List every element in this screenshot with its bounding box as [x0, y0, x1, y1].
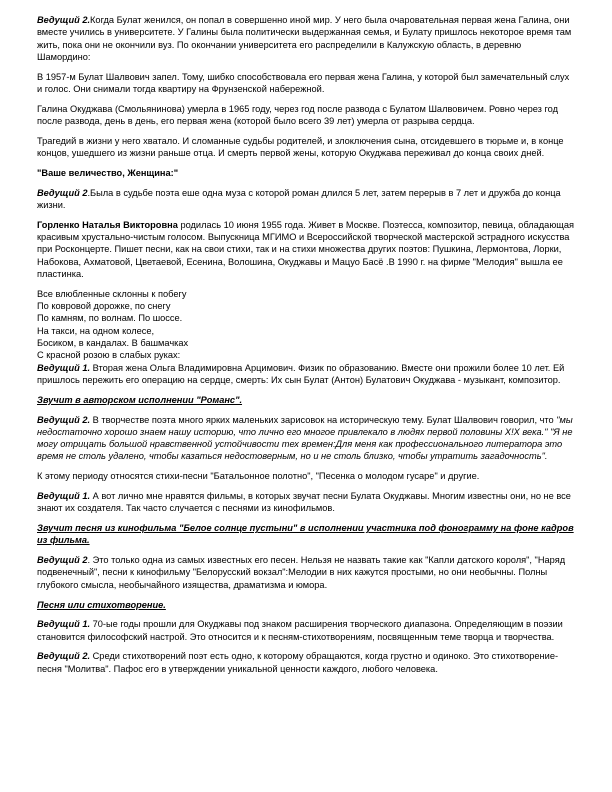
song-title: "Ваше величество, Женщина:": [37, 167, 179, 178]
speaker-label: Ведущий 1.: [37, 619, 91, 630]
paragraph-9: К этому периоду относятся стихи-песни "Батальонное полотно", "Песенка о молодом гусаре" и другие.: [37, 471, 480, 482]
paragraph-2: В 1957-м Булат Шалвович запел. Тому, шибко способствовала его первая жена Галина, у которой был замечательный слух и голос. Они снимали тогда квартиру на Фрунзенской набережной.: [37, 71, 570, 94]
paragraph-13: [37, 650, 575, 675]
paragraph-text: родилась 10 июня 1955 года. Живет в Москве. Поэтесса, композитор, певица, обладающая красивым хрустально-чистым голосом. Выпускница МГИМО и Всероссийской творческой мастерской эстрадного искусства при Росконцерте. Пишет песни, как на свои стихи, так и на стихи множества других поэтов: Пушкина, Лермонтова, Лорки, Набокова, Ахматовой, Цветаевой, Есенина, Волошина, Окуджавы и Мацуо Басё .В 1990 г. на фирме "Мелодия" вышла ее пластинка.: [37, 219, 575, 280]
speaker-label: Ведущий 2.: [37, 651, 91, 662]
quote-text: "мы недостаточно хорошо знаем нашу историю, что лично его многое привлекало в людях первой половины X!X века.": [37, 414, 573, 437]
speaker-label: Ведущий 2.: [37, 15, 91, 25]
paragraph-text: А вот лично мне нравятся фильмы, в которых звучат песни Булата Окуджавы. Многим известны они, но не все знают их создателя. Так часто случается с песнями из кинофильмов.: [37, 491, 571, 514]
document-page: [37, 14, 575, 683]
paragraph-text: Когда Булат женился, он попал в совершенно иной мир. У него была очаровательная первая жена Галина, они вместе учились в университете. У Галины была политически выдержанная семья, и Булату пришлось некоторое время там жить, пока они не окончили вуз. По окончании университета его распределили в Калужскую область, в деревню Шамордино:: [37, 15, 572, 62]
section-heading: Песня или стихотворение.: [37, 599, 166, 610]
paragraph-1: [37, 14, 575, 63]
paragraph-text: 70-ые годы прошли для Окуджавы под знаком расширения творческого диапазона. Определяющим в поэзии становится философский настрой. Это относится и к песням-стихотворениям, посвященным теме творца и творчества.: [37, 619, 563, 642]
paragraph-text: Среди стихотворений поэт есть одно, к которому обращаются, когда грустно и одиноко. Это стихотворение-песня "Молитва". Пафос его в утверждении уникальной ценности каждого, любого человека.: [37, 651, 559, 674]
paragraph-4: Трагедий в жизни у него хватало. И сломанные судьбы родителей, и злоключения сына, отсидевшего в тюрьме и, в конце концов, ушедшего из жизни раньше отца. И смерть первой жены, которую Окуджава переживал до конца своих дней.: [37, 135, 564, 159]
paragraph-7: [37, 362, 575, 387]
speaker-label: Ведущий 1.: [37, 362, 91, 373]
quote-text: "Я не могу отрицать большой нравственной устойчивости тех времен:Для меня как профессионального литератора это время не столь удалено, чтобы казаться недостоверным, но и не столь близко, чтобы утратить загадочность".: [37, 426, 573, 462]
poem-line: С красной розою в слабых руках:: [37, 350, 181, 361]
paragraph-text: . Это только одна из самых известных его песен. Нельзя не назвать такие как "Капли датского короля", "Наряд подвенечный", песни к кинофильму "Белорусский вокзал":Мелодии в них кажутся простыми, но они необычны. Полны глубокого смысла, необычайного изящества, драматизма и юмора.: [37, 555, 566, 590]
poem-line: На такси, на одном колесе,: [37, 325, 155, 336]
paragraph-text: В творчестве поэта много ярких маленьких зарисовок на историческую тему. Булат Шалвович говорил, что: [90, 414, 557, 425]
speaker-label: Ведущий 2.: [37, 414, 91, 425]
paragraph-11: [37, 554, 575, 591]
paragraph-6: [37, 219, 575, 280]
section-heading: Звучит песня из кинофильма "Белое солнце пустыни" в исполнении участника под фонограмму на фоне кадров из фильма.: [37, 523, 574, 546]
person-name: Горленко Наталья Викторовна: [37, 219, 178, 230]
paragraph-5: [37, 187, 575, 212]
poem-line: По камням, по волнам. По шоссе.: [37, 313, 183, 324]
speaker-label: Ведущий 2: [37, 555, 88, 566]
poem-line: Босиком, в кандалах. В башмачках: [37, 338, 189, 349]
paragraph-3: Галина Окуджава (Смольянинова) умерла в 1965 году, через год после развода с Булатом Шалвовичем. Ровно через год после развода, день в день, его первая жена (которой было всего 39 лет) умерла от разрыва сердца.: [37, 103, 558, 127]
poem-line: По ковровой дорожке, по снегу: [37, 301, 171, 312]
paragraph-12: [37, 618, 575, 643]
paragraph-text: .Была в судьбе поэта еше одна муза с которой роман длился 5 лет, затем перерыв в 7 лет и дружба до конца жизни.: [37, 187, 561, 211]
speaker-label: Ведущий 2: [37, 187, 88, 198]
paragraph-8: [37, 414, 575, 463]
speaker-label: Ведущий 1.: [37, 491, 91, 501]
poem-line: Все влюбленные склонны к побегу: [37, 288, 187, 299]
section-heading: Звучит в авторском исполнении "Романс".: [37, 394, 243, 405]
paragraph-10: [37, 490, 575, 515]
paragraph-text: Вторая жена Ольга Владимировна Арцимович. Физик по образованию. Вместе они прожили более 10 лет. Ей пришлось пережить его операцию на сердце, смерть: Их сын Булат (Антон) Булатович Окуджава - музыкант, композитор.: [37, 362, 565, 385]
poem-block: [37, 288, 575, 362]
